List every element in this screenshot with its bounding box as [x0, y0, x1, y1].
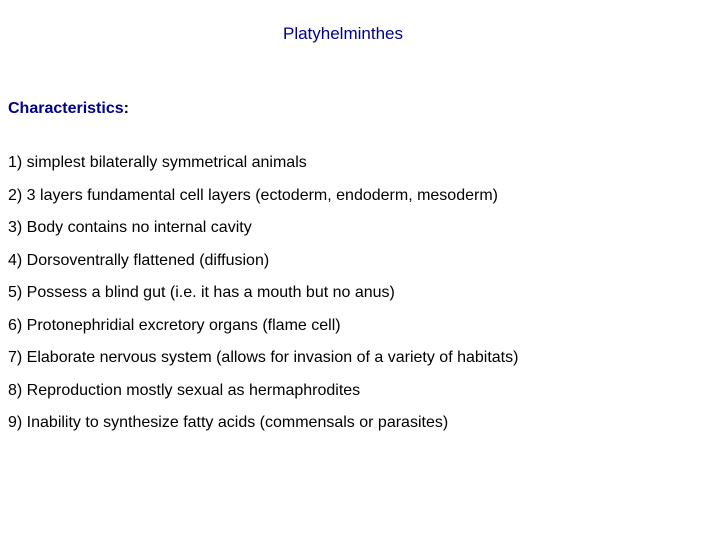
characteristics-list [8, 153, 518, 446]
list-item: 3) Body contains no internal cavity [8, 219, 252, 236]
section-heading-colon: : [123, 100, 129, 117]
section-heading-label: Characteristics [8, 100, 124, 117]
list-item: 2) 3 layers fundamental cell layers (ectoderm, endoderm, mesoderm) [8, 186, 498, 204]
list-item: 6) Protonephridial excretory organs (flame cell) [8, 316, 341, 334]
list-item: 8) Reproduction mostly sexual as hermaphrodites [8, 381, 361, 399]
list-item: 9) Inability to synthesize fatty acids (commensals or parasites) [8, 414, 449, 431]
list-item: 7) Elaborate nervous system (allows for invasion of a variety of habitats) [8, 349, 519, 366]
page-title: Platyhelminthes [282, 24, 403, 43]
section-heading [8, 100, 129, 118]
list-item: 1) simplest bilaterally symmetrical animals [8, 154, 307, 171]
list-item: 5) Possess a blind gut (i.e. it has a mouth but no anus) [8, 284, 395, 301]
list-item: 4) Dorsoventrally flattened (diffusion) [8, 251, 270, 269]
